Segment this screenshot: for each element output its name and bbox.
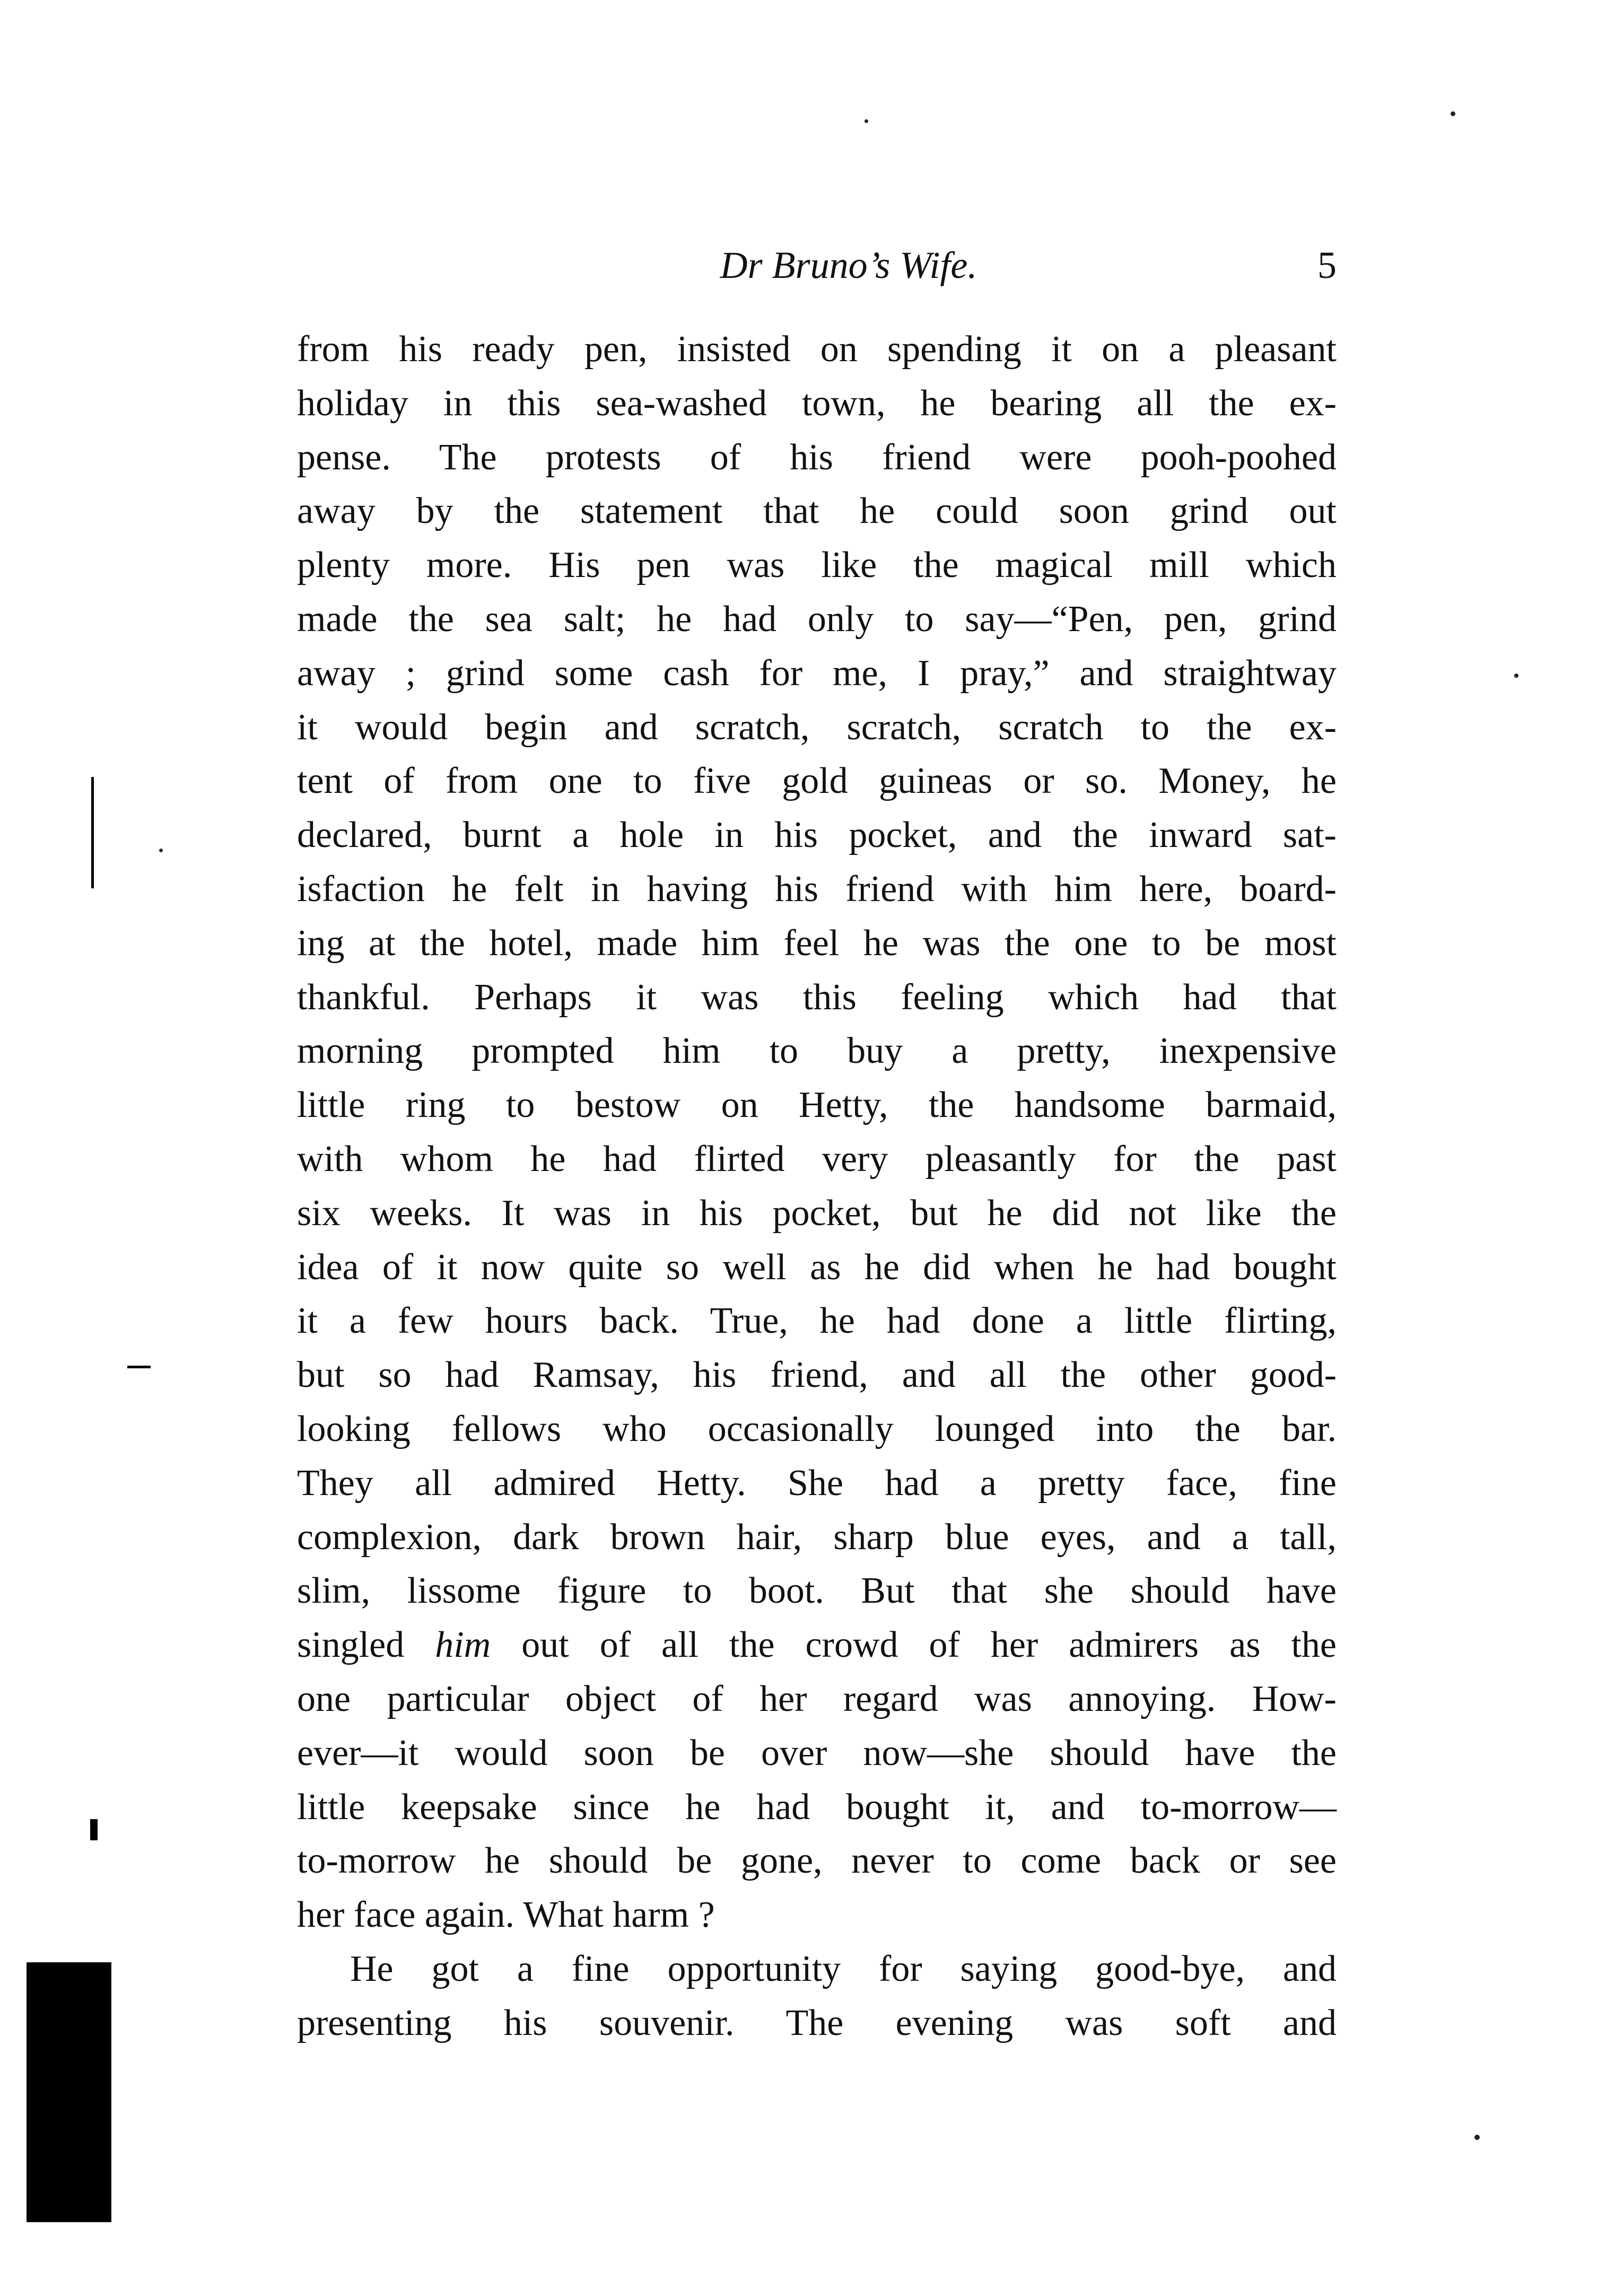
text-line: plenty more. His pen was like the magical mill which: [297, 545, 1337, 586]
text-line: isfaction he felt in having his friend with him here, board-: [297, 868, 1337, 910]
text-line: declared, burnt a hole in his pocket, and the inward sat-: [297, 815, 1337, 856]
text-line: it a few hours back. True, he had done a little flirting,: [297, 1300, 1337, 1342]
text-line: morning prompted him to buy a pretty, inexpensive: [297, 1030, 1337, 1072]
scan-speck: [865, 119, 868, 123]
text-line: with whom he had flirted very pleasantly for the past: [297, 1138, 1337, 1180]
running-head: [297, 241, 1337, 289]
text-line: thankful. Perhaps it was this feeling which had that: [297, 976, 1337, 1018]
scan-speck: [159, 849, 163, 852]
text-line: He got a fine opportunity for saying good-bye, and: [350, 1948, 1337, 1989]
scan-edge-mark: [127, 1366, 151, 1368]
text-line: They all admired Hetty. She had a pretty face, fine: [297, 1462, 1337, 1504]
scan-edge-shadow: [27, 1962, 111, 2222]
scan-edge-line: [91, 777, 94, 888]
text-line: it would begin and scratch, scratch, scratch to the ex-: [297, 706, 1337, 748]
text-line: from his ready pen, insisted on spending it on a pleasant: [297, 329, 1337, 370]
text-line: pense. The protests of his friend were pooh-poohed: [297, 436, 1337, 478]
running-title: Dr Bruno’s Wife.: [720, 244, 977, 286]
scan-edge-mark: [90, 1819, 98, 1840]
text-line: one particular object of her regard was annoying. How-: [297, 1678, 1337, 1719]
emphasis-word: him: [435, 1624, 491, 1666]
scan-speck: [1451, 111, 1455, 116]
text-line: ing at the hotel, made him feel he was the one to be most: [297, 922, 1337, 964]
text-line: idea of it now quite so well as he did when he had bought: [297, 1246, 1337, 1288]
text-line: six weeks. It was in his pocket, but he did not like the: [297, 1192, 1337, 1234]
text-line: ever—it would soon be over now—she should have the: [297, 1732, 1337, 1773]
paragraph-end-line: her face again. What harm ?: [297, 1894, 715, 1936]
text-fragment: out of all the crowd of her admirers as the: [491, 1624, 1337, 1666]
text-line: away ; grind some cash for me, I pray,” and straightway: [297, 652, 1337, 694]
text-line: little ring to bestow on Hetty, the handsome barmaid,: [297, 1085, 1337, 1126]
text-line: away by the statement that he could soon grind out: [297, 491, 1337, 532]
text-line: slim, lissome figure to boot. But that she should have: [297, 1570, 1337, 1612]
text-line: complexion, dark brown hair, sharp blue eyes, and a tall,: [297, 1516, 1337, 1558]
text-line: to-morrow he should be gone, never to come back or see: [297, 1840, 1337, 1882]
text-line: holiday in this sea-washed town, he bearing all the ex-: [297, 382, 1337, 424]
text-line: but so had Ramsay, his friend, and all the other good-: [297, 1355, 1337, 1396]
scan-speck: [1474, 2135, 1480, 2140]
text-line: tent of from one to five gold guineas or so. Money, he: [297, 761, 1337, 802]
text-line: little keepsake since he had bought it, and to-morrow—: [297, 1786, 1337, 1828]
scan-speck: [1514, 674, 1518, 678]
text-line-with-emphasis: [297, 1618, 1337, 1672]
text-line: presenting his souvenir. The evening was soft and: [297, 2002, 1337, 2043]
text-line: looking fellows who occasionally lounged into the bar.: [297, 1408, 1337, 1449]
text-line: made the sea salt; he had only to say—“Pen, pen, grind: [297, 598, 1337, 640]
body-text: [297, 322, 1337, 2050]
page-number: 5: [1317, 244, 1337, 286]
text-fragment: singled: [297, 1624, 435, 1666]
